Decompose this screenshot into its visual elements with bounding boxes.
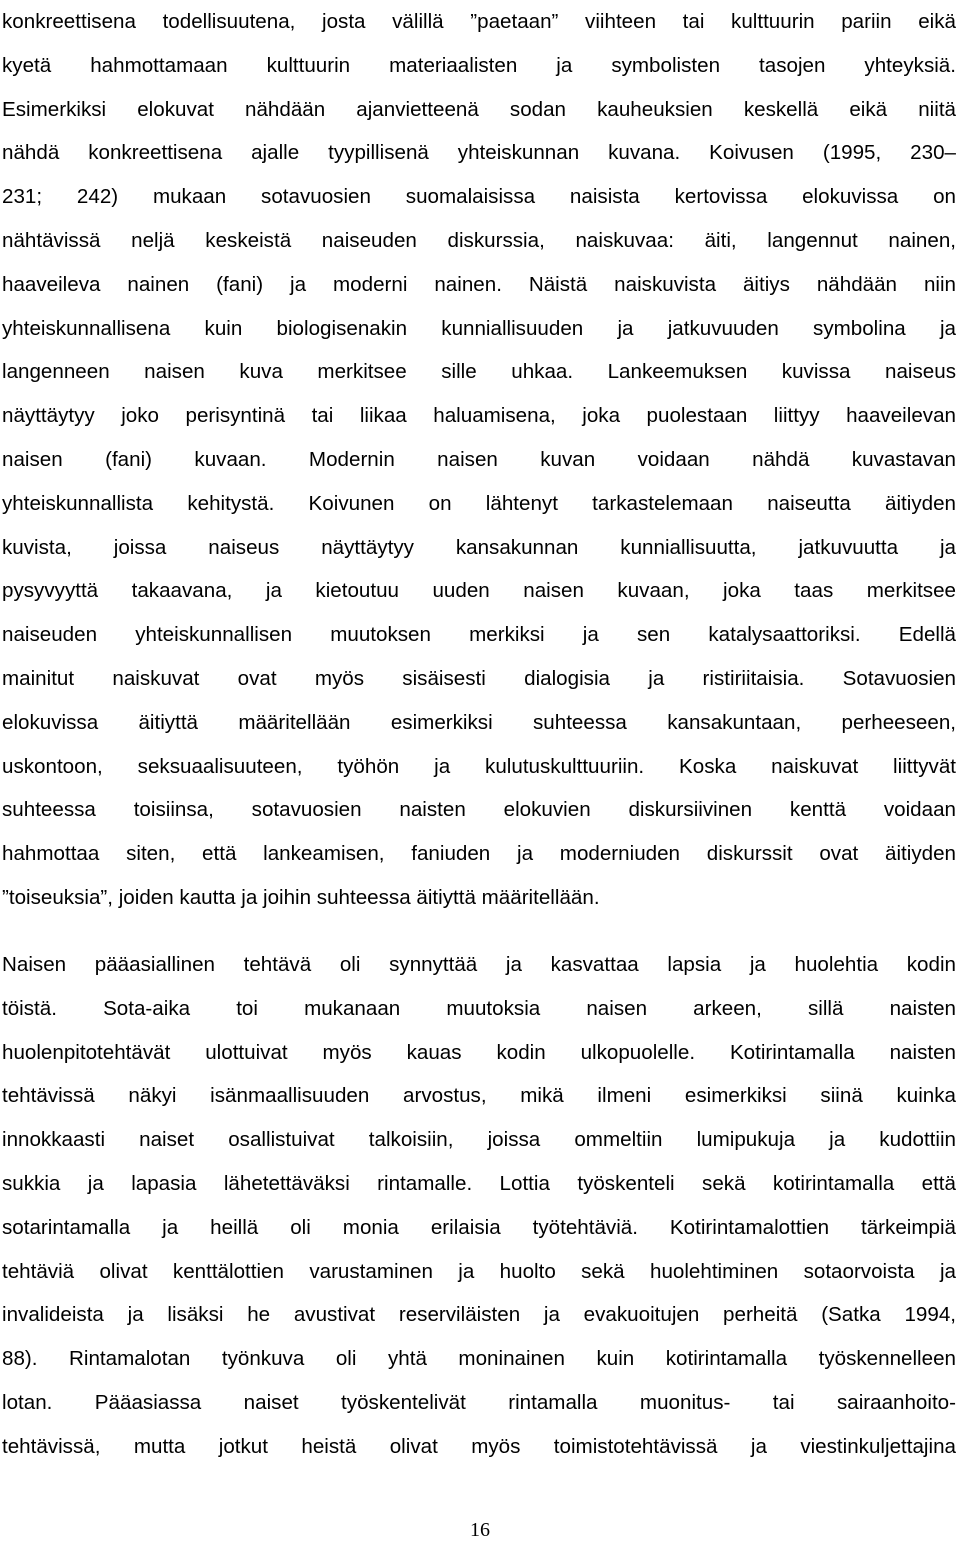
text-line: konkreettisena todellisuutena, josta välillä ”paetaan” viihteen tai kulttuurin pariin eikä bbox=[2, 10, 956, 33]
text-line: huolenpitotehtävät ulottuivat myös kauas kodin ulkopuolelle. Kotirintamalla naisten bbox=[2, 1040, 956, 1064]
text-line: naisen (fani) kuvaan. Modernin naisen kuvan voidaan nähdä kuvastavan bbox=[2, 447, 956, 471]
text-line: hahmottaa siten, että lankeamisen, faniuden ja moderniuden diskurssit ovat äitiyden bbox=[2, 842, 956, 866]
text-line: Esimerkiksi elokuvat nähdään ajanvietteenä sodan kauheuksien keskellä eikä niitä bbox=[2, 97, 956, 121]
text-line: kyetä hahmottamaan kulttuurin materiaalisten ja symbolisten tasojen yhteyksiä. bbox=[2, 53, 956, 77]
text-line: elokuvissa äitiyttä määritellään esimerkiksi suhteessa kansakuntaan, perheeseen, bbox=[2, 710, 956, 734]
text-line: invalideista ja lisäksi he avustivat reserviläisten ja evakuoitujen perheitä (Satka 1994, bbox=[2, 1303, 956, 1327]
text-line: yhteiskunnallista kehitystä. Koivunen on lähtenyt tarkastelemaan naiseutta äitiyden bbox=[2, 491, 956, 515]
text-line: suhteessa toisiinsa, sotavuosien naisten elokuvien diskursiivinen kenttä voidaan bbox=[2, 798, 956, 822]
text-line: pysyvyyttä takaavana, ja kietoutuu uuden naisen kuvaan, joka taas merkitsee bbox=[2, 579, 956, 603]
text-line: mainitut naiskuvat ovat myös sisäisesti dialogisia ja ristiriitaisia. Sotavuosien bbox=[2, 666, 956, 690]
text-line: sukkia ja lapasia lähetettäväksi rintamalle. Lottia työskenteli sekä kotirintamalla että bbox=[2, 1171, 956, 1195]
text-line: haaveileva nainen (fani) ja moderni nainen. Näistä naiskuvista äitiys nähdään niin bbox=[2, 272, 956, 296]
text-line: uskontoon, seksuaalisuuteen, työhön ja kulutuskulttuuriin. Koska naiskuvat liittyvät bbox=[2, 754, 956, 778]
page-number: 16 bbox=[470, 1519, 490, 1541]
text-line: 88). Rintamalotan työnkuva oli yhtä moninainen kuin kotirintamalla työskennelleen bbox=[2, 1347, 956, 1371]
text-line: töistä. Sota-aika toi mukanaan muutoksia naisen arkeen, sillä naisten bbox=[2, 996, 956, 1020]
text-line: innokkaasti naiset osallistuivat talkoisiin, joissa ommeltiin lumipukuja ja kudottiin bbox=[2, 1128, 956, 1152]
text-line: näyttäytyy joko perisyntinä tai liikaa haluamisena, joka puolestaan liittyy haaveilevan bbox=[2, 404, 956, 428]
text-line: tehtäviä olivat kenttälottien varustaminen ja huolto sekä huolehtiminen sotaorvoista ja bbox=[2, 1259, 956, 1283]
paragraph-1 bbox=[2, 0, 956, 920]
text-line: naiseuden yhteiskunnallisen muutoksen merkiksi ja sen katalysaattoriksi. Edellä bbox=[2, 623, 956, 647]
text-line: tehtävissä näkyi isänmaallisuuden arvostus, mikä ilmeni esimerkiksi siinä kuinka bbox=[2, 1084, 956, 1108]
text-line: langenneen naisen kuva merkitsee sille uhkaa. Lankeemuksen kuvissa naiseus bbox=[2, 360, 956, 384]
text-line: nähtävissä neljä keskeistä naiseuden diskurssia, naiskuvaa: äiti, langennut nainen, bbox=[2, 228, 956, 252]
text-line: 231; 242) mukaan sotavuosien suomalaisissa naisista kertovissa elokuvissa on bbox=[2, 185, 956, 209]
text-line: Naisen pääasiallinen tehtävä oli synnyttää ja kasvattaa lapsia ja huolehtia kodin bbox=[2, 953, 956, 976]
text-line: ”toiseuksia”, joiden kautta ja joihin suhteessa äitiyttä määritellään. bbox=[2, 885, 600, 909]
text-line: kuvista, joissa naiseus näyttäytyy kansakunnan kunniallisuutta, jatkuvuutta ja bbox=[2, 535, 956, 559]
paragraph-2 bbox=[2, 943, 956, 1469]
text-line: lotan. Pääasiassa naiset työskentelivät rintamalla muonitus- tai sairaanhoito- bbox=[2, 1390, 956, 1414]
text-line: yhteiskunnallisena kuin biologisenakin kunniallisuuden ja jatkuvuuden symbolina ja bbox=[2, 316, 956, 340]
text-line: tehtävissä, mutta jotkut heistä olivat myös toimistotehtävissä ja viestinkuljettajina bbox=[2, 1434, 956, 1458]
text-line: sotarintamalla ja heillä oli monia erilaisia työtehtäviä. Kotirintamalottien tärkeimpiä bbox=[2, 1215, 956, 1239]
text-line: nähdä konkreettisena ajalle tyypillisenä yhteiskunnan kuvana. Koivusen (1995, 230– bbox=[2, 141, 956, 165]
